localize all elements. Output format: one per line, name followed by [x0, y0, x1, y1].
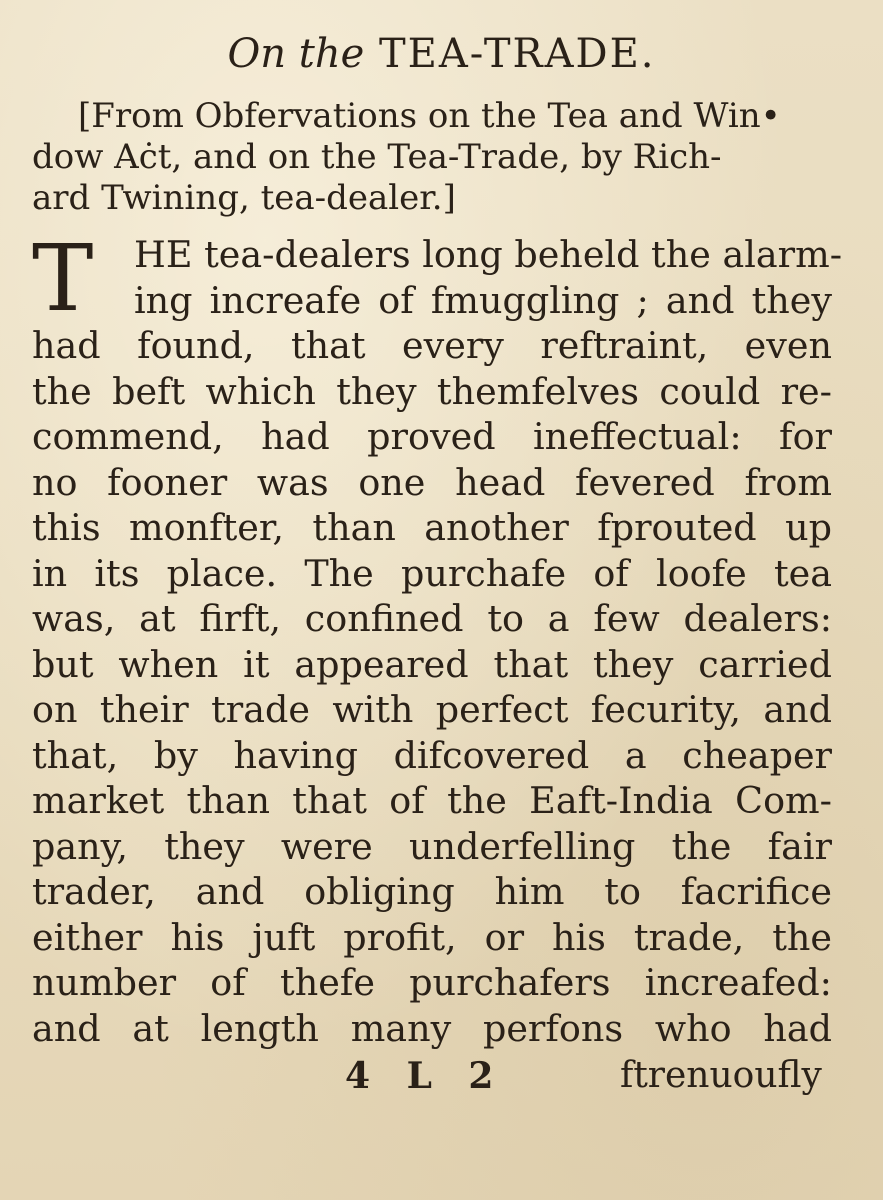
body-line: but when it appeared that they carried — [32, 642, 832, 686]
page-footer — [0, 1046, 883, 1106]
body-line: in its place. The purchafe of loofe tea — [32, 551, 832, 595]
body-line: that, by having difcovered a cheaper — [32, 733, 832, 777]
body-line: had found, that every reftraint, even — [32, 324, 832, 367]
body-line: trader, and obliging him to facrifice — [32, 870, 832, 913]
body-line: no fooner was one head fevered from — [32, 460, 832, 504]
source-line: ard Twining, tea-dealer.] — [32, 178, 456, 218]
source-note — [32, 96, 832, 219]
source-line: [From Obfervations on the Tea and Win• — [78, 96, 781, 136]
catchword: ftrenuoufly — [620, 1055, 822, 1096]
title-prefix: On the — [227, 31, 365, 77]
body-line: was, at firft, confined to a few dealers: — [32, 597, 832, 640]
body-line: ing increafe of fmuggling ; and they — [134, 278, 832, 322]
body-line: on their trade with perfect fecurity, and — [32, 688, 832, 731]
signature-mark: 4 L 2 — [345, 1055, 506, 1097]
body-line: number of thefe purchafers increafed: — [32, 961, 832, 1004]
body-line: the beft which they themfelves could re- — [32, 369, 832, 413]
source-line: dow Aċt, and on the Tea-Trade, by Rich- — [32, 137, 722, 177]
body-line: either his juft profit, or his trade, the — [32, 915, 832, 959]
body-line: market than that of the Eaft-India Com- — [32, 779, 832, 822]
body-line: HE tea-dealers long beheld the alarm- — [134, 233, 843, 276]
body-text — [32, 225, 843, 1051]
body-line: commend, had proved ineffectual: for — [32, 415, 832, 458]
body-line: this monfter, than another fprouted up — [32, 506, 832, 549]
body-line: and at length many perfons who had — [32, 1006, 832, 1050]
body-line: pany, they were underfelling the fair — [32, 824, 832, 868]
drop-cap: T — [32, 225, 94, 332]
page-title — [0, 28, 883, 80]
title-main: TEA-TRADE. — [378, 31, 656, 77]
